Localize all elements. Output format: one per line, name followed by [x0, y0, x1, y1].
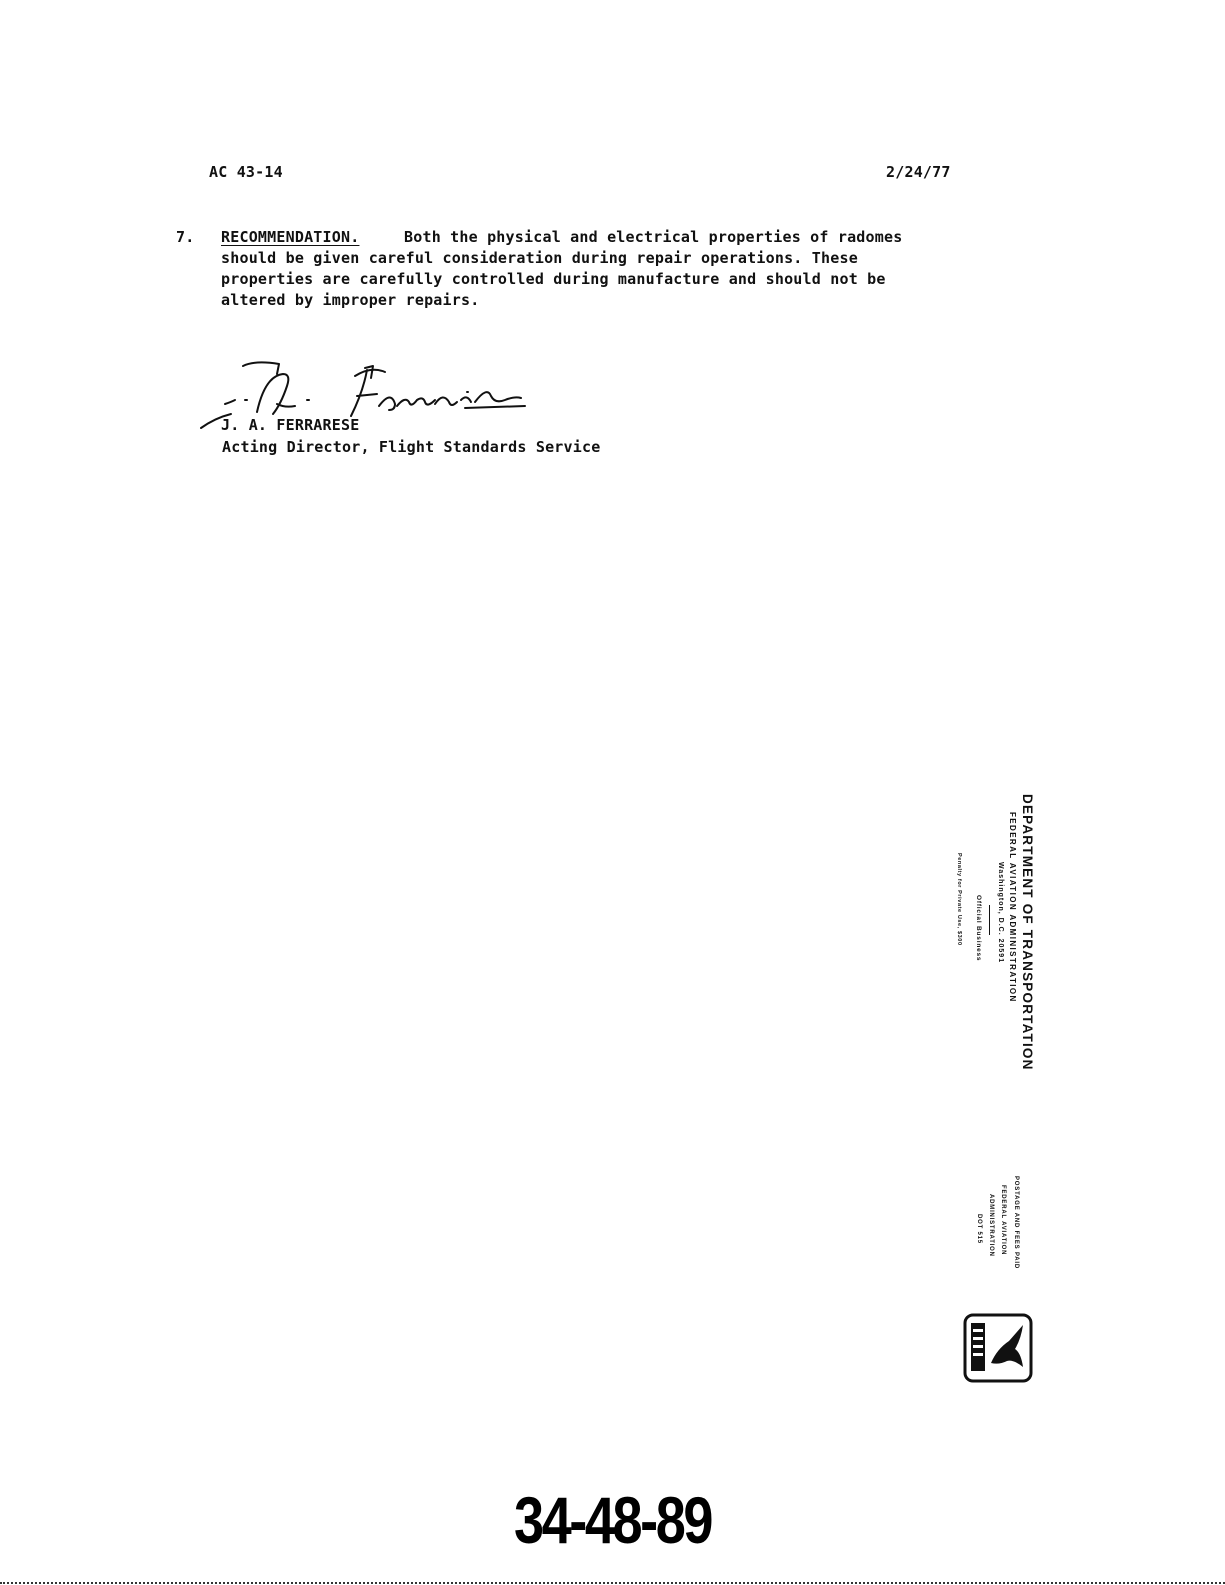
paragraph-text: Both the physical and electrical properties of radomes [404, 228, 903, 246]
paragraph-line-4 [176, 290, 1016, 311]
paragraph-line-3 [176, 269, 1016, 290]
postage-permit-number: DOT 515 [976, 1214, 982, 1244]
bottom-border [0, 1582, 1225, 1584]
postage-paid-text: POSTAGE AND FEES PAID [1013, 1176, 1019, 1270]
paragraph-line-2 [176, 248, 1016, 269]
agency-name: FEDERAL AVIATION ADMINISTRATION [1008, 812, 1017, 1003]
paragraph-text: altered by improper repairs. [221, 291, 480, 309]
official-business-label: Official Business [975, 895, 982, 962]
paragraph-text: properties are carefully controlled during manufacture and should not be [221, 270, 886, 288]
agency-address: Washington, D.C. 20591 [997, 862, 1004, 964]
paragraph-text: should be given careful consideration during repair operations. These [221, 249, 858, 267]
postal-eagle-emblem-icon [963, 1313, 1033, 1383]
postage-paid-text: ADMINISTRATION [988, 1194, 994, 1257]
department-name: DEPARTMENT OF TRANSPORTATION [1020, 794, 1035, 1071]
recommendation-paragraph [176, 227, 1016, 311]
signer-title: Acting Director, Flight Standards Service [222, 438, 601, 456]
section-heading: RECOMMENDATION. [221, 228, 360, 246]
signer-name: J. A. FERRARESE [221, 416, 360, 434]
document-id: AC 43-14 [209, 163, 283, 181]
divider [989, 905, 990, 935]
paragraph-line-1 [176, 227, 1016, 248]
section-number: 7. [176, 228, 195, 246]
penalty-notice: Penalty for Private Use, $300 [956, 853, 962, 946]
postage-paid-text: FEDERAL AVIATION [1000, 1185, 1006, 1256]
document-code-number: 34-48-89 [514, 1483, 711, 1557]
document-date: 2/24/77 [886, 163, 951, 181]
